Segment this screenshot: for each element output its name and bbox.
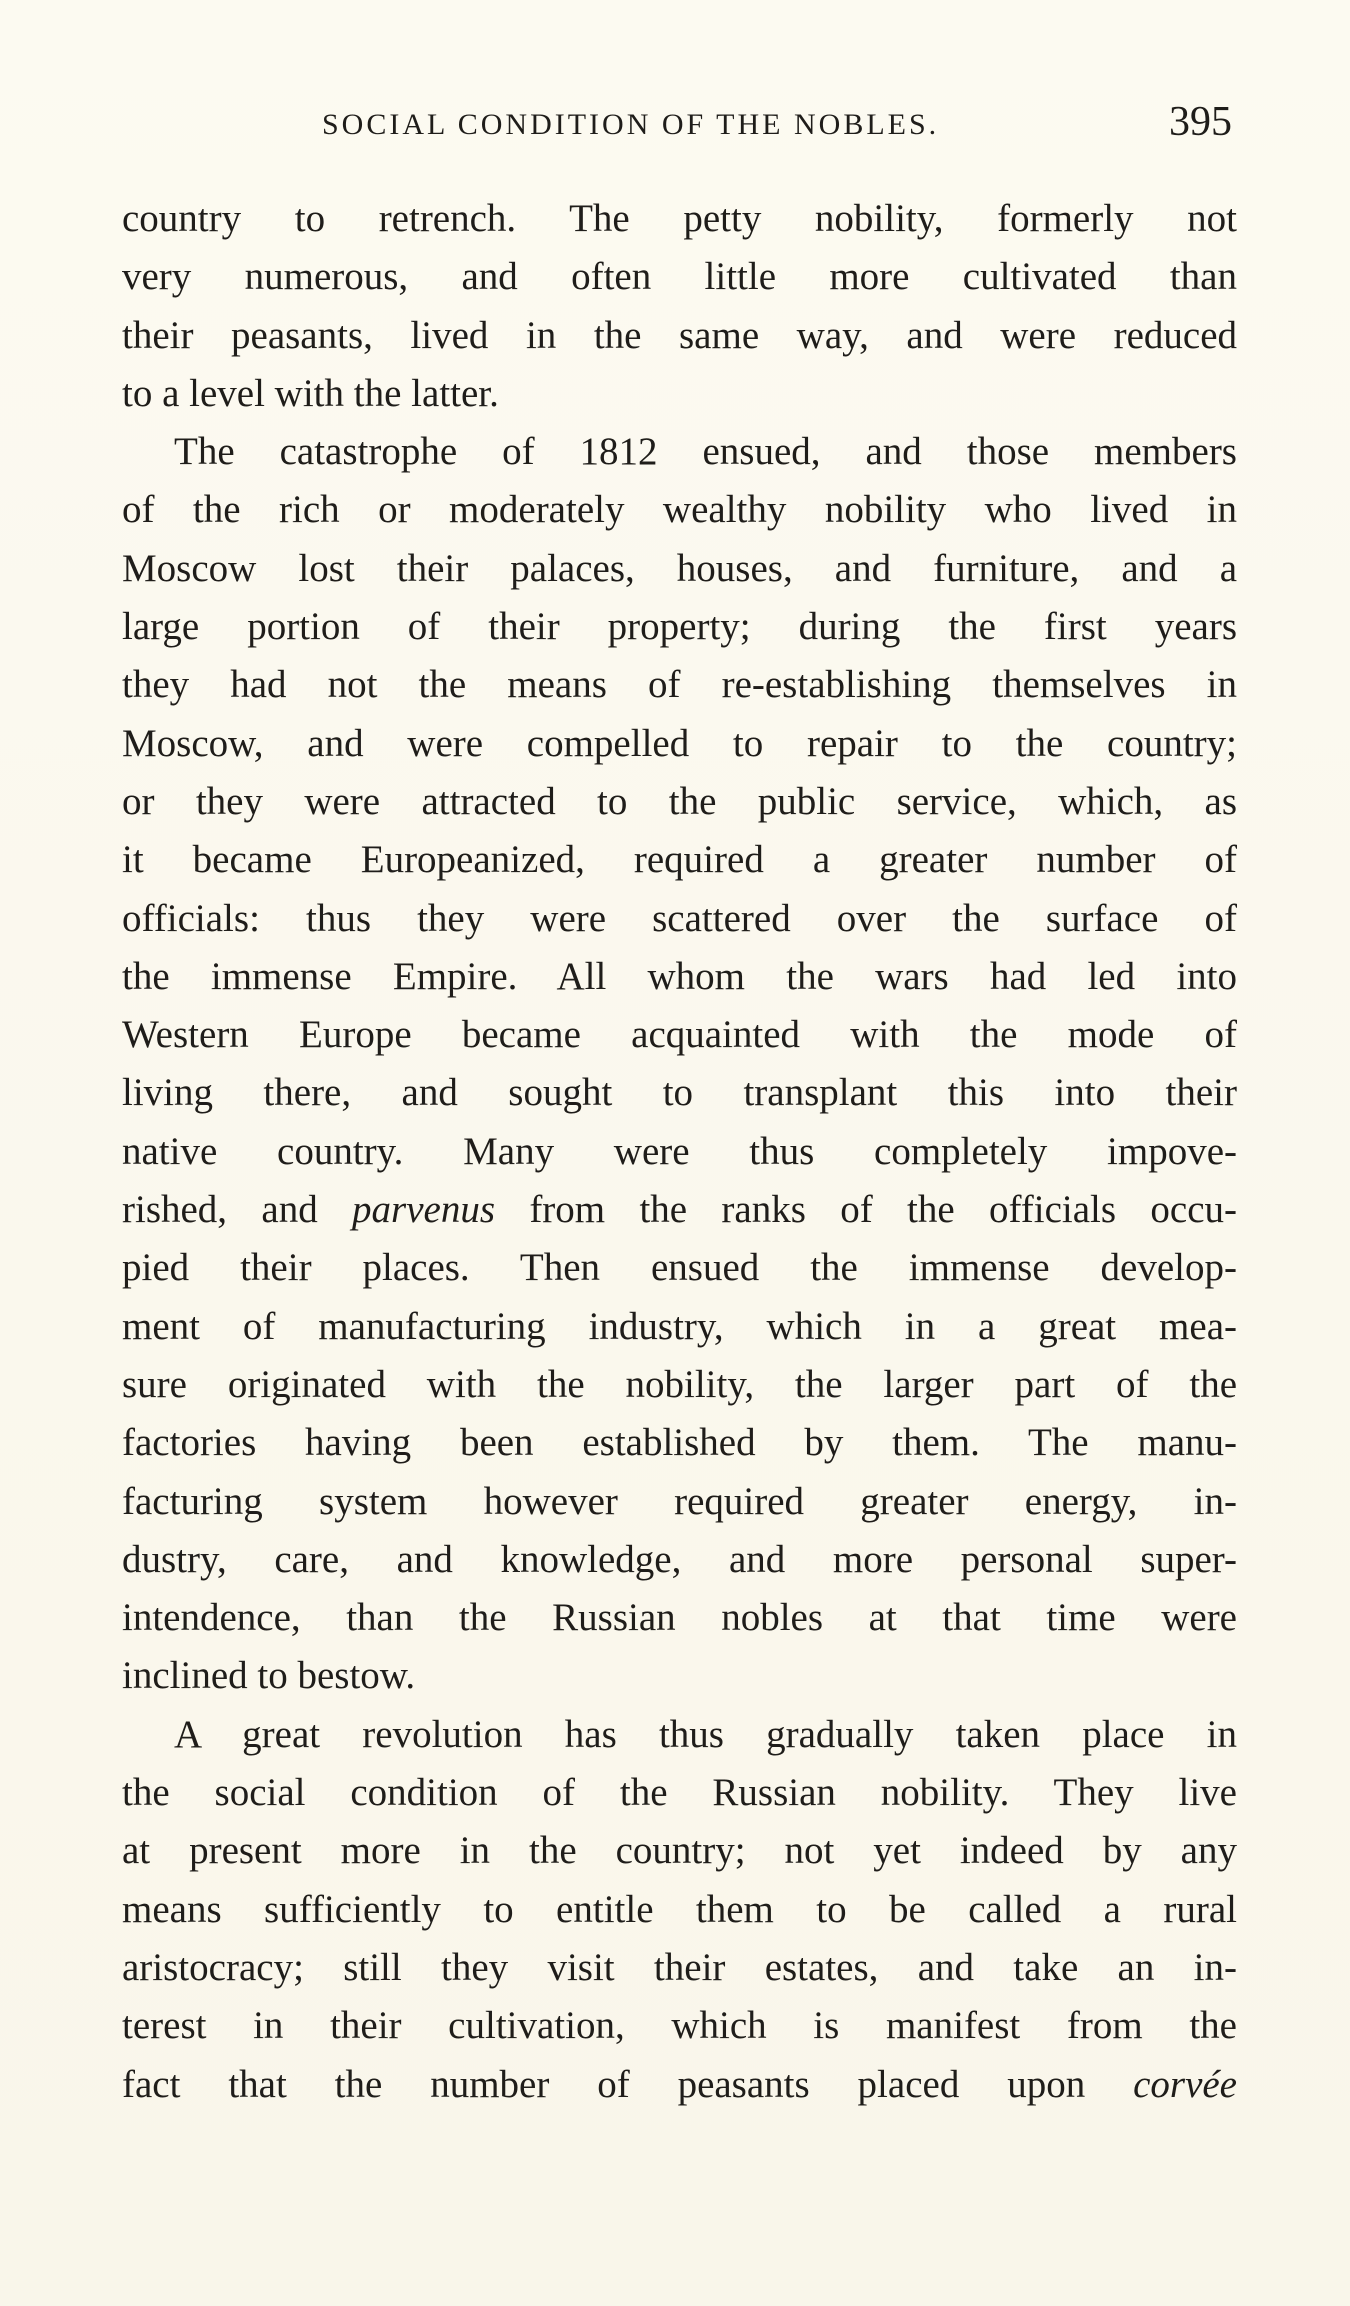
text-line: pied their places. Then ensued the immense develop-: [122, 1246, 1237, 1290]
text-line: the immense Empire. All whom the wars had led into: [122, 954, 1237, 998]
paragraph-3: [122, 1706, 1237, 2114]
text-line: at present more in the country; not yet indeed by any: [122, 1829, 1237, 1873]
text-line: sure originated with the nobility, the larger part of the: [122, 1362, 1237, 1406]
text-line: dustry, care, and knowledge, and more personal super-: [122, 1537, 1237, 1581]
running-header: [0, 98, 1350, 148]
text-line: facturing system however required greater energy, in-: [122, 1479, 1237, 1523]
text-line: very numerous, and often little more cultivated than: [122, 255, 1237, 299]
text-line: ment of manufacturing industry, which in a great mea-: [122, 1304, 1237, 1348]
italic-corvee: corvée: [1133, 2062, 1237, 2106]
text-line: living there, and sought to transplant this into their: [122, 1071, 1237, 1115]
text-line: their peasants, lived in the same way, and were reduced: [122, 313, 1237, 357]
text-line: means sufficiently to entitle them to be called a rural: [122, 1887, 1237, 1931]
text-line: country to retrench. The petty nobility, formerly not: [122, 197, 1237, 240]
text-line: Western Europe became acquainted with the mode of: [122, 1013, 1237, 1057]
text-line: to a level with the latter.: [122, 371, 499, 415]
text-line: inclined to bestow.: [122, 1654, 416, 1698]
text-line: it became Europeanized, required a greater number of: [122, 838, 1237, 882]
text-line: of the rich or moderately wealthy nobility who lived in: [122, 488, 1237, 532]
text-line: factories having been established by them. The manu-: [122, 1421, 1237, 1465]
italic-parvenus: parvenus: [352, 1188, 495, 1232]
page-number: 395: [1169, 99, 1232, 145]
text-line: A great revolution has thus gradually taken place in: [174, 1712, 1237, 1756]
text-line: or they were attracted to the public service, which, as: [122, 779, 1237, 823]
running-title: SOCIAL CONDITION OF THE NOBLES.: [322, 108, 940, 141]
text-line: Moscow lost their palaces, houses, and furniture, and a: [122, 546, 1237, 590]
text-line: Moscow, and were compelled to repair to the country;: [122, 721, 1237, 765]
text-line: aristocracy; still they visit their estates, and take an in-: [122, 1945, 1237, 1989]
text-line: native country. Many were thus completely impove-: [122, 1129, 1237, 1173]
text-line-with-italic: rished, and parvenus from the ranks of the officials occu-: [122, 1188, 1237, 1232]
text-line: The catastrophe of 1812 ensued, and those members: [174, 430, 1237, 474]
text-line: intendence, than the Russian nobles at that time were: [122, 1596, 1237, 1640]
text-line: officials: thus they were scattered over the surface of: [122, 896, 1237, 940]
paragraph-1: [122, 190, 1237, 423]
paragraph-2: [122, 423, 1237, 1706]
body-text: [122, 190, 1237, 2114]
text-line: terest in their cultivation, which is manifest from the: [122, 2004, 1237, 2048]
text-line-with-italic: fact that the number of peasants placed upon corvée: [122, 2062, 1237, 2106]
text-line: the social condition of the Russian nobility. They live: [122, 1771, 1237, 1815]
text-line: they had not the means of re-establishing themselves in: [122, 663, 1237, 707]
text-line: large portion of their property; during the first years: [122, 605, 1237, 649]
